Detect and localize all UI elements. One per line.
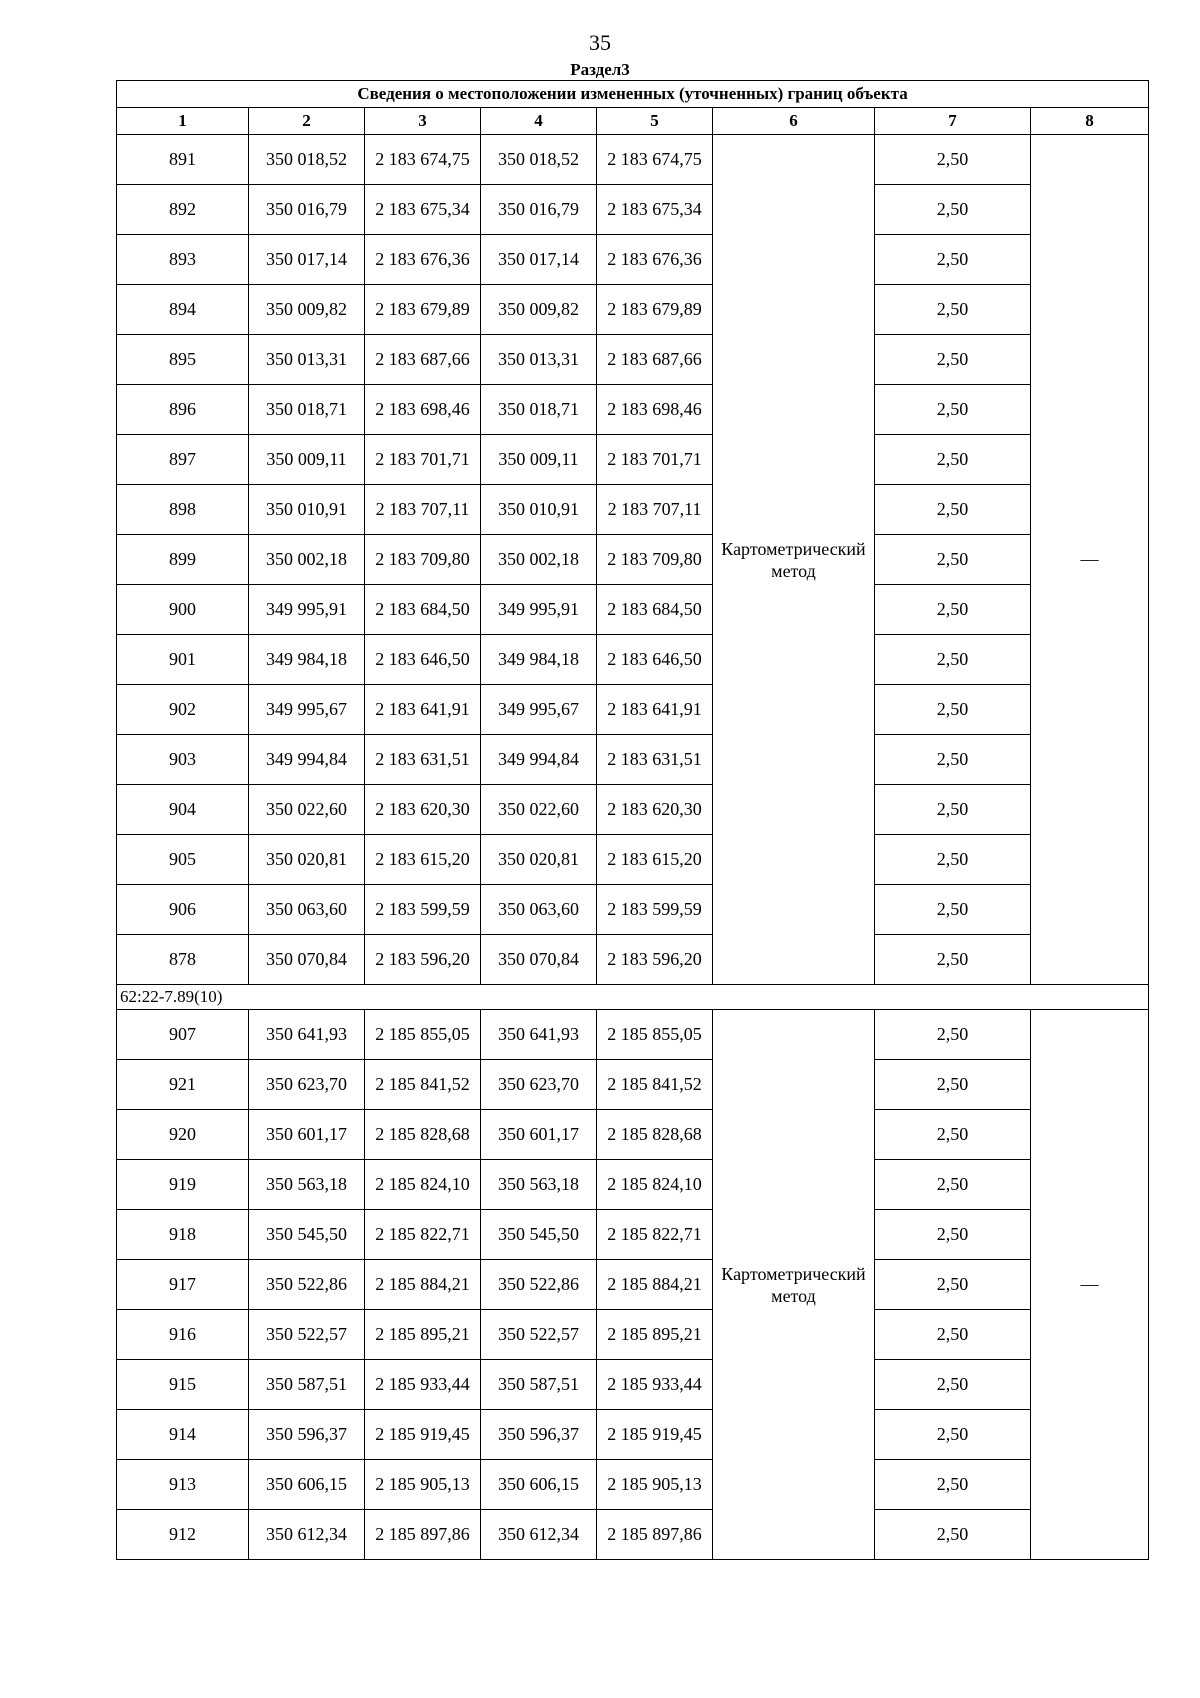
- x-coordinate: 349 994,84: [249, 735, 365, 785]
- x-coordinate: 350 596,37: [249, 1410, 365, 1460]
- x-coordinate: 350 022,60: [249, 785, 365, 835]
- x-coordinate-new: 350 612,34: [481, 1510, 597, 1560]
- y-coordinate-new: 2 185 841,52: [597, 1060, 713, 1110]
- table-row: [117, 1510, 1149, 1560]
- point-number: 904: [117, 785, 249, 835]
- table-row: [117, 1110, 1149, 1160]
- column-number-row: [117, 108, 1149, 135]
- y-coordinate-new: 2 185 828,68: [597, 1110, 713, 1160]
- y-coordinate: 2 183 709,80: [365, 535, 481, 585]
- point-number: 902: [117, 685, 249, 735]
- y-coordinate: 2 185 905,13: [365, 1460, 481, 1510]
- table-row: [117, 585, 1149, 635]
- x-coordinate-new: 350 017,14: [481, 235, 597, 285]
- table-row: [117, 885, 1149, 935]
- x-coordinate: 350 009,11: [249, 435, 365, 485]
- table-row: [117, 435, 1149, 485]
- table-row: [117, 1460, 1149, 1510]
- y-coordinate: 2 183 701,71: [365, 435, 481, 485]
- point-number: 920: [117, 1110, 249, 1160]
- table-row: [117, 1060, 1149, 1110]
- x-coordinate: 350 017,14: [249, 235, 365, 285]
- x-coordinate-new: 350 018,71: [481, 385, 597, 435]
- table-caption: Сведения о местоположении измененных (уточненных) границ объекта: [117, 81, 1149, 108]
- y-coordinate-new: 2 183 615,20: [597, 835, 713, 885]
- x-coordinate-new: 349 994,84: [481, 735, 597, 785]
- column-number-3: 3: [365, 108, 481, 135]
- column-8-cell: —: [1031, 135, 1149, 985]
- y-coordinate-new: 2 183 641,91: [597, 685, 713, 735]
- point-number: 918: [117, 1210, 249, 1260]
- table-row: [117, 935, 1149, 985]
- point-number: 898: [117, 485, 249, 535]
- table-row: [117, 485, 1149, 535]
- column-8-cell: —: [1031, 1010, 1149, 1560]
- accuracy-value: 2,50: [875, 1460, 1031, 1510]
- y-coordinate-new: 2 183 698,46: [597, 385, 713, 435]
- point-number: 900: [117, 585, 249, 635]
- point-number: 893: [117, 235, 249, 285]
- point-number: 912: [117, 1510, 249, 1560]
- x-coordinate-new: 349 995,91: [481, 585, 597, 635]
- x-coordinate-new: 350 623,70: [481, 1060, 597, 1110]
- x-coordinate: 349 995,91: [249, 585, 365, 635]
- x-coordinate: 350 013,31: [249, 335, 365, 385]
- accuracy-value: 2,50: [875, 1010, 1031, 1060]
- x-coordinate-new: 350 545,50: [481, 1210, 597, 1260]
- x-coordinate: 350 522,57: [249, 1310, 365, 1360]
- y-coordinate: 2 183 707,11: [365, 485, 481, 535]
- method-cell: Картометрический метод: [713, 1010, 875, 1560]
- point-number: 896: [117, 385, 249, 435]
- x-coordinate: 350 563,18: [249, 1160, 365, 1210]
- point-number: 895: [117, 335, 249, 385]
- accuracy-value: 2,50: [875, 1110, 1031, 1160]
- point-number: 919: [117, 1160, 249, 1210]
- table-row: [117, 735, 1149, 785]
- page-number: 35: [589, 30, 611, 55]
- table-row: [117, 1360, 1149, 1410]
- accuracy-value: 2,50: [875, 1210, 1031, 1260]
- y-coordinate-new: 2 185 919,45: [597, 1410, 713, 1460]
- accuracy-value: 2,50: [875, 835, 1031, 885]
- y-coordinate: 2 185 919,45: [365, 1410, 481, 1460]
- point-number: 916: [117, 1310, 249, 1360]
- y-coordinate-new: 2 185 933,44: [597, 1360, 713, 1410]
- y-coordinate: 2 183 676,36: [365, 235, 481, 285]
- x-coordinate: 350 002,18: [249, 535, 365, 585]
- x-coordinate-new: 350 009,11: [481, 435, 597, 485]
- table-row: [117, 335, 1149, 385]
- x-coordinate-new: 350 010,91: [481, 485, 597, 535]
- x-coordinate: 350 612,34: [249, 1510, 365, 1560]
- y-coordinate: 2 185 884,21: [365, 1260, 481, 1310]
- column-number-8: 8: [1031, 108, 1149, 135]
- x-coordinate: 350 545,50: [249, 1210, 365, 1260]
- accuracy-value: 2,50: [875, 535, 1031, 585]
- point-number: 897: [117, 435, 249, 485]
- x-coordinate-new: 350 063,60: [481, 885, 597, 935]
- y-coordinate-new: 2 183 646,50: [597, 635, 713, 685]
- y-coordinate-new: 2 183 709,80: [597, 535, 713, 585]
- x-coordinate-new: 350 563,18: [481, 1160, 597, 1210]
- x-coordinate: 350 018,71: [249, 385, 365, 435]
- y-coordinate: 2 183 684,50: [365, 585, 481, 635]
- x-coordinate-new: 350 606,15: [481, 1460, 597, 1510]
- table-row: [117, 235, 1149, 285]
- point-number: 921: [117, 1060, 249, 1110]
- y-coordinate-new: 2 183 620,30: [597, 785, 713, 835]
- table-row: [117, 385, 1149, 435]
- y-coordinate-new: 2 183 676,36: [597, 235, 713, 285]
- y-coordinate-new: 2 185 822,71: [597, 1210, 713, 1260]
- y-coordinate: 2 185 933,44: [365, 1360, 481, 1410]
- point-number: 907: [117, 1010, 249, 1060]
- x-coordinate: 350 009,82: [249, 285, 365, 335]
- table-row: [117, 1410, 1149, 1460]
- y-coordinate-new: 2 185 855,05: [597, 1010, 713, 1060]
- point-number: 914: [117, 1410, 249, 1460]
- y-coordinate: 2 185 895,21: [365, 1310, 481, 1360]
- y-coordinate: 2 183 674,75: [365, 135, 481, 185]
- point-number: 894: [117, 285, 249, 335]
- table-row: [117, 185, 1149, 235]
- y-coordinate-new: 2 185 905,13: [597, 1460, 713, 1510]
- column-number-7: 7: [875, 108, 1031, 135]
- point-number: 915: [117, 1360, 249, 1410]
- table-row: [117, 285, 1149, 335]
- table-row: [117, 1260, 1149, 1310]
- accuracy-value: 2,50: [875, 635, 1031, 685]
- accuracy-value: 2,50: [875, 1160, 1031, 1210]
- table-row: [117, 1160, 1149, 1210]
- accuracy-value: 2,50: [875, 735, 1031, 785]
- point-number: 905: [117, 835, 249, 885]
- point-number: 903: [117, 735, 249, 785]
- column-number-5: 5: [597, 108, 713, 135]
- x-coordinate: 349 984,18: [249, 635, 365, 685]
- y-coordinate: 2 183 599,59: [365, 885, 481, 935]
- x-coordinate: 350 587,51: [249, 1360, 365, 1410]
- y-coordinate: 2 185 897,86: [365, 1510, 481, 1560]
- x-coordinate-new: 350 522,57: [481, 1310, 597, 1360]
- table-row: [117, 835, 1149, 885]
- table-row: [117, 635, 1149, 685]
- column-number-6: 6: [713, 108, 875, 135]
- y-coordinate: 2 183 620,30: [365, 785, 481, 835]
- x-coordinate: 350 010,91: [249, 485, 365, 535]
- x-coordinate-new: 350 601,17: [481, 1110, 597, 1160]
- x-coordinate-new: 349 984,18: [481, 635, 597, 685]
- accuracy-value: 2,50: [875, 785, 1031, 835]
- accuracy-value: 2,50: [875, 1060, 1031, 1110]
- y-coordinate-new: 2 183 599,59: [597, 885, 713, 935]
- x-coordinate-new: 350 587,51: [481, 1360, 597, 1410]
- x-coordinate-new: 350 022,60: [481, 785, 597, 835]
- y-coordinate-new: 2 183 684,50: [597, 585, 713, 635]
- accuracy-value: 2,50: [875, 235, 1031, 285]
- x-coordinate-new: 350 596,37: [481, 1410, 597, 1460]
- point-number: 906: [117, 885, 249, 935]
- x-coordinate-new: 349 995,67: [481, 685, 597, 735]
- column-number-2: 2: [249, 108, 365, 135]
- x-coordinate-new: 350 009,82: [481, 285, 597, 335]
- y-coordinate: 2 185 855,05: [365, 1010, 481, 1060]
- y-coordinate: 2 185 828,68: [365, 1110, 481, 1160]
- x-coordinate: 350 606,15: [249, 1460, 365, 1510]
- point-number: 913: [117, 1460, 249, 1510]
- accuracy-value: 2,50: [875, 1310, 1031, 1360]
- x-coordinate-new: 350 020,81: [481, 835, 597, 885]
- accuracy-value: 2,50: [875, 185, 1031, 235]
- group-label: 62:22-7.89(10): [117, 985, 1149, 1010]
- column-number-1: 1: [117, 108, 249, 135]
- y-coordinate: 2 183 679,89: [365, 285, 481, 335]
- y-coordinate-new: 2 183 596,20: [597, 935, 713, 985]
- method-cell: Картометрический метод: [713, 135, 875, 985]
- y-coordinate: 2 183 646,50: [365, 635, 481, 685]
- x-coordinate: 350 070,84: [249, 935, 365, 985]
- x-coordinate-new: 350 013,31: [481, 335, 597, 385]
- y-coordinate: 2 183 687,66: [365, 335, 481, 385]
- point-number: 878: [117, 935, 249, 985]
- y-coordinate: 2 183 675,34: [365, 185, 481, 235]
- section-title: Раздел3: [570, 60, 630, 79]
- accuracy-value: 2,50: [875, 485, 1031, 535]
- y-coordinate-new: 2 183 707,11: [597, 485, 713, 535]
- point-number: 892: [117, 185, 249, 235]
- point-number: 899: [117, 535, 249, 585]
- table-row: [117, 1010, 1149, 1060]
- x-coordinate: 350 522,86: [249, 1260, 365, 1310]
- table-caption-row: [117, 81, 1149, 108]
- accuracy-value: 2,50: [875, 435, 1031, 485]
- accuracy-value: 2,50: [875, 685, 1031, 735]
- accuracy-value: 2,50: [875, 135, 1031, 185]
- y-coordinate: 2 183 615,20: [365, 835, 481, 885]
- x-coordinate-new: 350 641,93: [481, 1010, 597, 1060]
- y-coordinate: 2 185 824,10: [365, 1160, 481, 1210]
- table-row: [117, 1310, 1149, 1360]
- table-row: [117, 785, 1149, 835]
- x-coordinate-new: 350 016,79: [481, 185, 597, 235]
- accuracy-value: 2,50: [875, 1510, 1031, 1560]
- table-row: [117, 685, 1149, 735]
- accuracy-value: 2,50: [875, 935, 1031, 985]
- x-coordinate-new: 350 002,18: [481, 535, 597, 585]
- y-coordinate-new: 2 185 895,21: [597, 1310, 713, 1360]
- x-coordinate-new: 350 070,84: [481, 935, 597, 985]
- y-coordinate-new: 2 183 674,75: [597, 135, 713, 185]
- y-coordinate: 2 183 631,51: [365, 735, 481, 785]
- point-number: 917: [117, 1260, 249, 1310]
- y-coordinate-new: 2 183 687,66: [597, 335, 713, 385]
- accuracy-value: 2,50: [875, 585, 1031, 635]
- x-coordinate: 350 063,60: [249, 885, 365, 935]
- table-row: [117, 535, 1149, 585]
- x-coordinate: 350 016,79: [249, 185, 365, 235]
- point-number: 891: [117, 135, 249, 185]
- y-coordinate-new: 2 183 701,71: [597, 435, 713, 485]
- accuracy-value: 2,50: [875, 885, 1031, 935]
- x-coordinate: 350 601,17: [249, 1110, 365, 1160]
- coordinates-table: [116, 80, 1149, 1560]
- x-coordinate-new: 350 018,52: [481, 135, 597, 185]
- x-coordinate: 350 020,81: [249, 835, 365, 885]
- accuracy-value: 2,50: [875, 385, 1031, 435]
- table-row: [117, 1210, 1149, 1260]
- point-number: 901: [117, 635, 249, 685]
- x-coordinate: 349 995,67: [249, 685, 365, 735]
- x-coordinate: 350 018,52: [249, 135, 365, 185]
- accuracy-value: 2,50: [875, 335, 1031, 385]
- group-label-row: [117, 985, 1149, 1010]
- accuracy-value: 2,50: [875, 285, 1031, 335]
- y-coordinate-new: 2 183 631,51: [597, 735, 713, 785]
- y-coordinate: 2 185 822,71: [365, 1210, 481, 1260]
- column-number-4: 4: [481, 108, 597, 135]
- y-coordinate-new: 2 183 675,34: [597, 185, 713, 235]
- accuracy-value: 2,50: [875, 1260, 1031, 1310]
- x-coordinate-new: 350 522,86: [481, 1260, 597, 1310]
- y-coordinate: 2 183 596,20: [365, 935, 481, 985]
- y-coordinate-new: 2 183 679,89: [597, 285, 713, 335]
- table-body: [117, 135, 1149, 1560]
- accuracy-value: 2,50: [875, 1360, 1031, 1410]
- y-coordinate-new: 2 185 884,21: [597, 1260, 713, 1310]
- table-row: [117, 135, 1149, 185]
- x-coordinate: 350 623,70: [249, 1060, 365, 1110]
- accuracy-value: 2,50: [875, 1410, 1031, 1460]
- y-coordinate-new: 2 185 897,86: [597, 1510, 713, 1560]
- x-coordinate: 350 641,93: [249, 1010, 365, 1060]
- y-coordinate-new: 2 185 824,10: [597, 1160, 713, 1210]
- y-coordinate: 2 185 841,52: [365, 1060, 481, 1110]
- y-coordinate: 2 183 641,91: [365, 685, 481, 735]
- y-coordinate: 2 183 698,46: [365, 385, 481, 435]
